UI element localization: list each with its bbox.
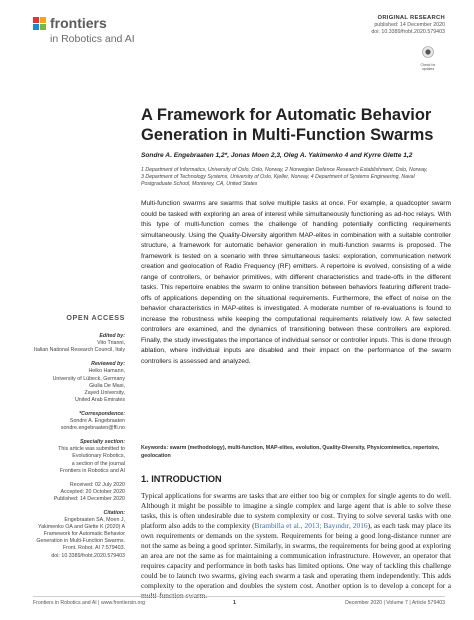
citation-link[interactable]: Brambilla et al., 2013; Bayındır, 2016 — [254, 521, 368, 530]
page-footer — [33, 600, 445, 612]
article-title: A Framework for Automatic Behavior Generation in Multi-Function Swarms — [141, 106, 434, 144]
abstract: Multi-function swarms are swarms that solve multiple tasks at once. For example, a quadcopter swarm could be tasked with exploring an area of interest while simultaneously functioning as ad-hoc relays. With this type of multi-function comes the challenge of handling potentially conflicting requirements simultaneously. Using the Quality-Diversity algorithm MAP-elites in combination with a suitable controller structure, a framework for automatic behavior generation in multi-function swarms is proposed. The framework is tested on a scenario with three simultaneous tasks: exploration, communication network creation and geolocation of Radio Frequency (RF) emitters. A repertoire is evolved, consisting of a wide range of controllers, or behavior primitives, with different characteristics and trade-offs in the different tasks. This repertoire enables the swarm to online transition between behaviors featuring different trade-offs of applications depending on the situational requirements. Furthermore, the effect of noise on the behavior characteristics in MAP-elites is investigated. A moderate number of re-evaluations is found to increase the robustness while keeping the computational requirements relatively low. A few selected controllers are examined, and the dynamics of transitioning between these controllers are explored. Finally, the study investigates the importance of individual sensor or controller inputs. This is done through ablation, where individual inputs are disabled and their impact on the performance of the swarm controllers is assessed and analyzed. — [141, 200, 451, 365]
keywords-list: swarm (methodology), multi-function, MAP-elites, evolution, Quality-Diversity, Physicomimetics, repertoire, geolocation — [141, 445, 440, 459]
citation-heading: Citation: — [103, 509, 125, 516]
citation-doi-link[interactable]: doi: 10.3389/frobt.2020.579403 — [51, 552, 125, 559]
published-date: published: 14 December 2020 — [374, 22, 445, 28]
affiliation-line: 1 Department of Informatics, University of Oslo, Oslo, Norway, 2 Norwegian Defence Research Establishment, Oslo, Norway, — [141, 167, 428, 173]
correspondence — [34, 411, 125, 432]
specialty-line: Frontiers in Robotics and AI — [59, 467, 125, 474]
journal-name: in Robotics and AI — [50, 33, 135, 45]
author-list: Sondre A. Engebraaten 1,2*, Jonas Moen 2,3, Oleg A. Yakimenko 4 and Kyrre Glette 1,2 — [141, 152, 413, 159]
footer-divider — [33, 596, 445, 597]
specialty-section — [34, 439, 125, 474]
article-dates — [34, 482, 125, 503]
reviewer-line: United Arab Emirates — [74, 396, 125, 403]
correspondent-name: Sondre A. Engebraaten — [69, 418, 125, 425]
specialty-heading: Specialty section: — [79, 439, 125, 446]
reviewed-by — [34, 361, 125, 404]
keywords-label: Keywords: — [141, 445, 169, 451]
specialty-line: This article was submitted to — [58, 446, 125, 453]
affiliation-line: 3 Department of Technology Systems, University of Oslo, Kjeller, Norway, 4 Department of Systems Engineering, Naval — [141, 174, 415, 181]
footer-journal-link[interactable]: Frontiers in Robotics and AI | www.frontiersin.org — [33, 600, 146, 606]
publisher-name: frontiers — [50, 15, 107, 31]
frontiers-logo[interactable] — [33, 15, 213, 55]
published-date-sidebar: Published: 14 December 2020 — [53, 495, 125, 502]
specialty-line: Evolutionary Robotics, — [72, 453, 125, 460]
doi-link[interactable]: doi: 10.3389/frobt.2020.579403 — [371, 29, 445, 35]
article-meta — [371, 15, 445, 36]
introduction-text — [141, 491, 451, 601]
editor-line: Italian National Research Council, Italy — [34, 347, 125, 354]
page-number: 1 — [233, 600, 236, 606]
reviewer-line: University of Lübeck, Germany — [52, 375, 125, 382]
frontiers-logo-icon — [33, 17, 47, 31]
correspondence-heading: *Correspondence: — [79, 410, 125, 417]
intro-text-part: ), as each task may place its own requirements or demands on the system. Requirements for being a good long-distance runner are not the same as being a good sprinter. Similarly, in swarms, the requirements for being good at exploring an area are not the same as for maintaining a communication infrastructure. However, an operator that requires capacity and performance in both tasks has limited options. One way of tackling this challenge could be to launch two swarms, giving each swarm a task and operating them independently. This adds complexity to the operation and doubles the system cost. Another option is to develop a concept for a — [141, 521, 451, 590]
keywords — [141, 444, 451, 460]
reviewer-line: Heiko Hamann, — [88, 368, 125, 375]
article-sidebar — [34, 314, 125, 567]
received-date: Received: 02 July 2020 — [69, 481, 125, 488]
check-for-updates-button[interactable] — [420, 45, 436, 71]
editor-line: Vito Trianni, — [97, 340, 125, 347]
page-header — [33, 15, 445, 75]
affiliation-line: Postgraduate School, Monterey, CA, United States — [141, 181, 258, 188]
edited-by-heading: Edited by: — [99, 333, 125, 340]
check-updates-icon — [422, 46, 434, 58]
citation-line: Front. Robot. AI 7:579403. — [62, 545, 125, 552]
reviewer-line: Giulia De Masi, — [89, 382, 125, 389]
check-updates-label: Check for updates — [420, 63, 436, 71]
affiliations — [141, 167, 451, 189]
edited-by — [34, 333, 125, 354]
open-access-badge: OPEN ACCESS — [66, 313, 125, 322]
correspondent-email-link[interactable]: sondre.engebraaten@ffi.no — [60, 425, 125, 432]
section-heading: 1. INTRODUCTION — [141, 474, 222, 484]
citation-line: Engebraaten SA, Moen J, — [64, 517, 125, 524]
accepted-date: Accepted: 20 October 2020 — [60, 488, 125, 495]
citation-line: Framework for Automatic Behavior — [43, 531, 125, 538]
footer-issue-info: December 2020 | Volume 7 | Article 579403 — [345, 600, 445, 606]
reviewed-by-heading: Reviewed by: — [91, 361, 125, 368]
reviewer-line: Zayed University, — [84, 389, 125, 396]
citation-line: Yakimenko OA and Glette K (2020) A — [37, 524, 125, 531]
citation-line: Generation in Multi-Function Swarms. — [36, 538, 125, 545]
citation — [34, 510, 125, 560]
intro-text-part: Typical applications for swarms are tasks that are either too big or complex for single agents to do well. Although it might be possible to imagine a single complex and large agent that is able to solve these tasks, this is often undesirable due to system complexity or cost. Trying to solve several tasks with one platform also adds to the complexity ( — [141, 491, 451, 530]
specialty-line: a section of the journal — [71, 460, 125, 467]
article-type: ORIGINAL RESEARCH — [377, 15, 445, 21]
